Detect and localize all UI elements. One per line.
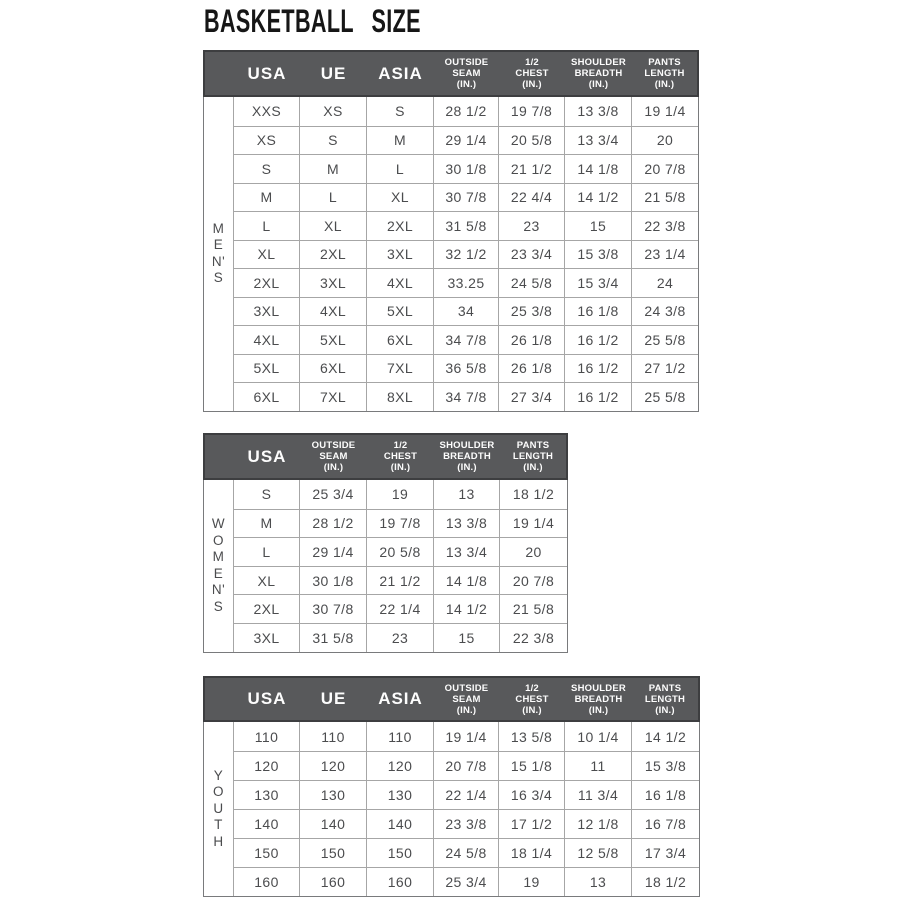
womens-table-body [203,480,568,653]
size-cell: 4XL [233,325,299,354]
size-cell: 13 3/8 [433,509,499,538]
size-cell: 19 1/4 [631,97,698,126]
size-cell: 2XL [299,240,366,269]
size-cell: M [299,154,366,183]
size-cell: 160 [299,867,366,896]
size-cell: 5XL [299,325,366,354]
size-cell: 30 1/8 [433,154,498,183]
youth-size-table [203,676,700,897]
size-cell: M [233,509,299,538]
size-cell: 12 1/8 [564,809,631,838]
size-cell: 25 3/4 [299,480,366,509]
size-cell: 18 1/4 [498,838,564,867]
womens-table-header [203,433,568,480]
size-cell: 24 3/8 [631,297,698,326]
size-cell: 23 [498,211,564,240]
size-cell: 15 [564,211,631,240]
size-cell: XXS [233,97,299,126]
size-cell: 16 7/8 [631,809,699,838]
size-cell: XL [299,211,366,240]
size-cell: 11 [564,751,631,780]
column-header-usa: USA [247,689,287,708]
size-cell: 20 [499,537,567,566]
size-cell: 21 5/8 [499,594,567,623]
size-cell: 24 5/8 [433,838,498,867]
size-cell: 7XL [299,382,366,411]
size-cell: 18 1/2 [499,480,567,509]
size-cell: 5XL [233,354,299,383]
size-cell: 4XL [366,268,433,297]
size-cell: 110 [233,722,299,751]
size-cell: 19 [366,480,433,509]
column-header-asia: ASIA [378,689,423,708]
size-cell: 22 4/4 [498,183,564,212]
size-cell: 2XL [233,268,299,297]
column-header-1-2-chest-in: 1/2 CHEST (IN.) [383,440,418,473]
size-cell: 13 [433,480,499,509]
size-cell: 19 7/8 [498,97,564,126]
size-cell: 21 5/8 [631,183,698,212]
size-cell: 20 [631,126,698,155]
size-cell: 6XL [299,354,366,383]
size-cell: 120 [233,751,299,780]
size-cell: 20 7/8 [499,566,567,595]
size-cell: 6XL [233,382,299,411]
column-header-pants-length-in: PANTS LENGTH (IN.) [512,440,554,473]
column-header-ue: UE [320,689,347,708]
size-cell: 19 [498,867,564,896]
size-cell: 24 5/8 [498,268,564,297]
size-cell: 14 1/2 [631,722,699,751]
mens-size-table [203,50,699,412]
group-label-women-s: W O M E N' S [211,516,226,614]
size-cell: 22 1/4 [433,780,498,809]
youth-table-header [203,676,700,722]
size-cell: 18 1/2 [631,867,699,896]
size-cell: 130 [233,780,299,809]
size-cell: 5XL [366,297,433,326]
size-cell: 15 [433,623,499,652]
size-cell: 19 1/4 [433,722,498,751]
size-cell: 130 [366,780,433,809]
size-cell: 11 3/4 [564,780,631,809]
size-cell: 140 [366,809,433,838]
mens-table-header [203,50,699,97]
column-header-1-2-chest-in: 1/2 CHEST (IN.) [515,57,549,90]
size-cell: 16 1/2 [564,354,631,383]
size-cell: 34 7/8 [433,325,498,354]
size-cell: XL [233,566,299,595]
size-cell: XL [233,240,299,269]
size-cell: 25 3/4 [433,867,498,896]
size-cell: 15 3/8 [631,751,699,780]
size-cell: 3XL [233,623,299,652]
column-header-shoulder-breadth-in: SHOULDER BREADTH (IN.) [439,440,495,473]
size-cell: 17 1/2 [498,809,564,838]
size-cell: 8XL [366,382,433,411]
size-cell: 30 7/8 [299,594,366,623]
size-cell: 22 1/4 [366,594,433,623]
size-cell: 14 1/2 [433,594,499,623]
size-cell: 13 [564,867,631,896]
size-cell: 28 1/2 [299,509,366,538]
size-cell: 4XL [299,297,366,326]
size-cell: 2XL [233,594,299,623]
mens-table-body [203,97,699,412]
size-cell: 34 [433,297,498,326]
size-cell: S [233,480,299,509]
size-cell: L [299,183,366,212]
group-label-youth: Y O U T H [212,767,224,849]
size-cell: 25 5/8 [631,325,698,354]
size-cell: 120 [366,751,433,780]
column-header-ue: UE [320,63,347,83]
size-cell: 2XL [366,211,433,240]
size-cell: 140 [299,809,366,838]
size-cell: 110 [366,722,433,751]
size-cell: 29 1/4 [299,537,366,566]
column-header-shoulder-breadth-in: SHOULDER BREADTH (IN.) [571,682,626,716]
size-cell: 31 5/8 [299,623,366,652]
size-cell: 28 1/2 [433,97,498,126]
column-header-shoulder-breadth-in: SHOULDER BREADTH (IN.) [571,57,626,90]
column-header-outside-seam-in: OUTSIDE SEAM (IN.) [444,57,489,90]
size-cell: 27 3/4 [498,382,564,411]
size-cell: 26 1/8 [498,325,564,354]
size-cell: 30 7/8 [433,183,498,212]
column-header-1-2-chest-in: 1/2 CHEST (IN.) [515,682,549,716]
size-cell: M [233,183,299,212]
size-cell: 12 5/8 [564,838,631,867]
size-cell: 14 1/8 [433,566,499,595]
group-label-men-s: M E N' S [211,220,226,286]
column-header-asia: ASIA [378,63,423,83]
size-cell: 150 [299,838,366,867]
size-cell: 25 3/8 [498,297,564,326]
size-cell: L [233,537,299,566]
size-cell: 34 7/8 [433,382,498,411]
size-cell: 16 1/8 [564,297,631,326]
size-cell: M [366,126,433,155]
size-cell: 130 [299,780,366,809]
size-cell: 3XL [233,297,299,326]
size-cell: 14 1/8 [564,154,631,183]
size-cell: 13 3/4 [564,126,631,155]
size-cell: XS [233,126,299,155]
column-header-usa: USA [247,446,287,466]
size-cell: 13 3/4 [433,537,499,566]
size-cell: 14 1/2 [564,183,631,212]
column-header-pants-length-in: PANTS LENGTH (IN.) [644,682,686,716]
size-cell: 20 5/8 [366,537,433,566]
size-cell: 6XL [366,325,433,354]
size-cell: 15 1/8 [498,751,564,780]
size-cell: 16 3/4 [498,780,564,809]
page-title: BASKETBALL SIZE [204,4,421,40]
size-cell: L [366,154,433,183]
size-cell: 7XL [366,354,433,383]
column-header-outside-seam-in: OUTSIDE SEAM (IN.) [444,682,489,716]
size-cell: 23 3/4 [498,240,564,269]
size-cell: 25 5/8 [631,382,698,411]
size-cell: 33.25 [433,268,498,297]
column-header-pants-length-in: PANTS LENGTH (IN.) [644,57,685,90]
size-cell: XS [299,97,366,126]
size-cell: 3XL [366,240,433,269]
size-cell: 13 5/8 [498,722,564,751]
size-cell: 150 [366,838,433,867]
size-cell: S [366,97,433,126]
column-header-outside-seam-in: OUTSIDE SEAM (IN.) [311,440,356,473]
size-cell: 120 [299,751,366,780]
size-cell: 21 1/2 [366,566,433,595]
size-cell: 23 [366,623,433,652]
size-cell: 23 1/4 [631,240,698,269]
size-cell: 21 1/2 [498,154,564,183]
size-cell: 16 1/2 [564,325,631,354]
size-cell: 19 7/8 [366,509,433,538]
size-cell: L [233,211,299,240]
size-cell: 16 1/8 [631,780,699,809]
size-cell: 22 3/8 [499,623,567,652]
size-cell: S [233,154,299,183]
size-cell: 15 3/4 [564,268,631,297]
womens-size-table [203,433,568,653]
size-cell: 15 3/8 [564,240,631,269]
size-cell: 17 3/4 [631,838,699,867]
column-header-usa: USA [247,63,287,83]
size-cell: 27 1/2 [631,354,698,383]
size-cell: 140 [233,809,299,838]
size-cell: XL [366,183,433,212]
size-cell: 10 1/4 [564,722,631,751]
size-cell: 24 [631,268,698,297]
size-cell: 13 3/8 [564,97,631,126]
size-cell: 29 1/4 [433,126,498,155]
size-cell: 19 1/4 [499,509,567,538]
size-cell: 36 5/8 [433,354,498,383]
size-cell: 160 [233,867,299,896]
size-cell: S [299,126,366,155]
size-cell: 16 1/2 [564,382,631,411]
size-cell: 30 1/8 [299,566,366,595]
size-cell: 31 5/8 [433,211,498,240]
size-cell: 150 [233,838,299,867]
size-cell: 32 1/2 [433,240,498,269]
size-cell: 22 3/8 [631,211,698,240]
size-cell: 20 7/8 [433,751,498,780]
size-cell: 110 [299,722,366,751]
size-cell: 20 5/8 [498,126,564,155]
size-cell: 160 [366,867,433,896]
size-cell: 23 3/8 [433,809,498,838]
size-cell: 20 7/8 [631,154,698,183]
size-cell: 3XL [299,268,366,297]
size-cell: 26 1/8 [498,354,564,383]
youth-table-body [203,722,700,897]
